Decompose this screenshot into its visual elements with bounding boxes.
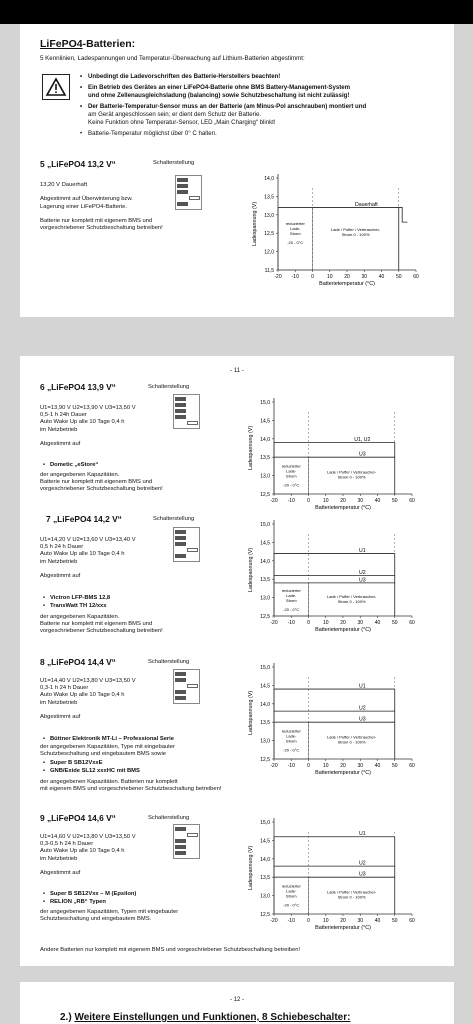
annotation: -20 - 0°C bbox=[283, 902, 300, 908]
x-tick-label: 10 bbox=[322, 498, 329, 504]
series-label: U1 bbox=[359, 547, 366, 554]
series-label: U2 bbox=[359, 570, 366, 577]
annotation: Lade / Puffer / Verbraucher- bbox=[326, 594, 377, 600]
annotation: Lade- bbox=[290, 225, 301, 231]
x-tick-label: 0 bbox=[307, 620, 310, 626]
series-label: U3 bbox=[359, 871, 366, 878]
y-axis-label: Ladespannung (V) bbox=[248, 425, 254, 471]
warning-icon bbox=[43, 75, 69, 99]
y-axis-label: Ladespannung (V) bbox=[248, 845, 254, 891]
y-tick-label: 13,0 bbox=[260, 738, 270, 745]
y-tick-label: 12,5 bbox=[264, 231, 274, 238]
annotation: -20 - 0°C bbox=[283, 747, 300, 753]
y-axis-label: Ladespannung (V) bbox=[248, 690, 254, 736]
y-tick-label: 12,5 bbox=[260, 614, 270, 620]
mode-text-5: 13,20 V Dauerhaft Abgestimmt auf Überwinterung bzw. Lagerung einer LiFePO4-Batterie. Batterie nur komplett mit eigenem BMS und vorgeschriebener Schutzbeschaltung betreiben! bbox=[40, 182, 163, 232]
intro-text: 5 Kennlinien, Ladespannungen und Temperatur-Überwachung auf Lithium-Batterien abgestimmt: bbox=[40, 55, 305, 62]
chart-s7 bbox=[216, 516, 416, 636]
y-tick-label: 14,0 bbox=[260, 558, 270, 565]
switch-diagram bbox=[175, 175, 202, 210]
mode-text-8: U1=14,40 V U2=13,80 V U3=13,50 V 0,3-1 h 24 h Dauer Auto Wake Up alle 10 Tage 0,4 h im Netzbetrieb Abgestimmt auf bbox=[40, 678, 136, 721]
section-title: LiFePO4-Batterien: bbox=[40, 38, 136, 50]
x-tick-label: 60 bbox=[409, 620, 415, 626]
switch-diagram bbox=[173, 527, 200, 562]
x-tick-label: 60 bbox=[413, 274, 419, 280]
x-axis-label: Batterietemperatur (°C) bbox=[315, 505, 371, 511]
x-tick-label: 50 bbox=[391, 620, 398, 626]
y-tick-label: 12,0 bbox=[264, 249, 274, 256]
x-tick-label: -20 bbox=[270, 763, 278, 769]
x-tick-label: 50 bbox=[391, 763, 398, 769]
switch-label: Schalterstellung bbox=[148, 659, 190, 665]
annotation: Strom 0 - 100% bbox=[337, 894, 366, 900]
series-label: Dauerhaft bbox=[354, 201, 378, 208]
y-tick-label: 12,5 bbox=[260, 492, 270, 498]
y-tick-label: 14,0 bbox=[260, 436, 270, 443]
reduced-current-box bbox=[278, 207, 313, 270]
series-label: U2 bbox=[359, 860, 366, 867]
y-tick-label: 15,0 bbox=[260, 522, 270, 528]
annotation: Strom bbox=[285, 598, 297, 604]
switch-diagram bbox=[173, 824, 200, 859]
x-tick-label: 30 bbox=[357, 918, 364, 924]
x-tick-label: 50 bbox=[391, 498, 398, 504]
y-tick-label: 14,0 bbox=[260, 701, 270, 708]
series-label: U3 bbox=[359, 577, 366, 584]
switch-label: Schalterstellung bbox=[148, 815, 190, 821]
annotation: Strom 0 - 100% bbox=[341, 231, 370, 237]
bullet-item: • TransWatt TH 12/xxx bbox=[50, 603, 107, 610]
y-tick-label: 15,0 bbox=[260, 820, 270, 826]
section-title: 2.) Weitere Einstellungen und Funktionen, 8 Schiebeschalter: bbox=[60, 1012, 351, 1023]
document-page-1 bbox=[20, 24, 454, 317]
x-tick-label: -10 bbox=[287, 498, 295, 504]
x-tick-label: -10 bbox=[287, 918, 295, 924]
series-label: U1, U2 bbox=[354, 436, 371, 443]
annotation: reduzierter bbox=[281, 728, 301, 734]
annotation: Lade / Puffer / Verbraucher- bbox=[326, 734, 377, 740]
x-tick-label: 10 bbox=[322, 763, 329, 769]
annotation: Lade / Puffer / Verbraucher- bbox=[326, 889, 377, 895]
annotation: Strom bbox=[285, 893, 297, 899]
annotation: reduzierter bbox=[281, 883, 301, 889]
warning-item: und ohne Zellenausgleichsladung (balancing) sowie Schutzbeschaltung ist nicht zulässig! bbox=[88, 92, 350, 99]
annotation: Lade / Puffer / Verbraucher- bbox=[326, 469, 377, 475]
warning-item: • Ein Betrieb des Gerätes an einer LiFePO4-Batterie ohne BMS Battery-Management-System bbox=[88, 84, 350, 92]
mode-title-9: 9 „LiFePO4 14,6 V“ bbox=[40, 813, 116, 823]
chart-s6 bbox=[216, 394, 416, 514]
y-tick-label: 14,5 bbox=[260, 418, 270, 425]
mode-title-7: 7 „LiFePO4 14,2 V“ bbox=[46, 514, 122, 524]
y-axis-label: Ladespannung (V) bbox=[248, 547, 254, 593]
x-axis-label: Batterietemperatur (°C) bbox=[315, 770, 371, 776]
mode-text-9: U1=14,60 V U2=13,80 V U3=13,50 V 0,3-0,5 h 24 h Dauer Auto Wake Up alle 10 Tage 0,4 h im Netzbetrieb Abgestimmt auf bbox=[40, 834, 136, 877]
y-tick-label: 15,0 bbox=[260, 665, 270, 671]
x-tick-label: 40 bbox=[374, 918, 381, 924]
x-tick-label: 10 bbox=[326, 274, 333, 280]
x-tick-label: -10 bbox=[287, 763, 295, 769]
x-tick-label: -20 bbox=[270, 918, 278, 924]
y-tick-label: 13,5 bbox=[260, 455, 270, 462]
mode-title-8: 8 „LiFePO4 14,4 V“ bbox=[40, 657, 116, 667]
series-label: U2 bbox=[359, 705, 366, 712]
y-axis-label: Ladespannung (V) bbox=[252, 201, 258, 247]
mode-text-7: U1=14,20 V U2=13,60 V U3=13,40 V 0,5 h 24 h Dauer Auto Wake Up alle 10 Tage 0,4 h im Netzbetrieb Abgestimmt auf bbox=[40, 537, 136, 580]
x-tick-label: 60 bbox=[409, 498, 415, 504]
switch-diagram bbox=[173, 669, 200, 704]
chart-s5 bbox=[220, 170, 420, 290]
annotation: Lade- bbox=[286, 888, 297, 894]
mode-text-6: U1=13,90 V U2=13,90 V U3=13,50 V 0,5-1 h 24h Dauer Auto Wake Up alle 10 Tage 0,4 h im Netzbetrieb Abgestimmt auf bbox=[40, 405, 136, 448]
x-tick-label: 20 bbox=[340, 498, 346, 504]
x-tick-label: 40 bbox=[374, 620, 381, 626]
annotation: Strom 0 - 100% bbox=[337, 739, 366, 745]
mode-text-7b: der angegebenen Kapazitäten. Batterie nur komplett mit eigenem BMS und vorgeschriebener Schutzbeschaltung betreiben! bbox=[40, 614, 163, 635]
x-tick-label: 30 bbox=[357, 620, 364, 626]
x-tick-label: 40 bbox=[378, 274, 385, 280]
y-tick-label: 13,5 bbox=[260, 720, 270, 727]
x-tick-label: 0 bbox=[307, 498, 310, 504]
x-axis-label: Batterietemperatur (°C) bbox=[319, 281, 375, 287]
x-tick-label: 50 bbox=[395, 274, 402, 280]
mode-text-8b: der angegebenen Kapazitäten, Type mit eingebauter Schutzbeschaltung und eingebautem BMS sowie bbox=[40, 744, 175, 758]
annotation: Strom bbox=[285, 473, 297, 479]
x-tick-label: 30 bbox=[357, 763, 364, 769]
annotation: Lade / Puffer / Verbraucher- bbox=[330, 226, 381, 232]
warning-box bbox=[42, 74, 70, 100]
x-axis-label: Batterietemperatur (°C) bbox=[315, 627, 371, 633]
y-tick-label: 12,5 bbox=[260, 912, 270, 918]
x-tick-label: 50 bbox=[391, 918, 398, 924]
annotation: Strom 0 - 100% bbox=[337, 599, 366, 605]
mode-text-6b: der angegebenen Kapazitäten. Batterie nur komplett mit eigenem BMS und vorgeschriebener Schutzbeschaltung betreiben! bbox=[40, 472, 163, 493]
x-tick-label: -20 bbox=[270, 498, 278, 504]
series-label: U3 bbox=[359, 716, 366, 723]
document-page-3 bbox=[20, 982, 454, 1024]
page-number: - 11 - bbox=[230, 368, 244, 374]
annotation: reduzierter bbox=[281, 588, 301, 594]
chart-s8 bbox=[216, 659, 416, 779]
y-tick-label: 11,5 bbox=[264, 268, 274, 274]
switch-label: Schalterstellung bbox=[148, 384, 190, 390]
series-label: U1 bbox=[359, 683, 366, 690]
bullet-item: • Victron LFP-BMS 12,8 bbox=[50, 595, 110, 602]
annotation: reduzierter bbox=[285, 220, 305, 226]
y-tick-label: 14,0 bbox=[260, 856, 270, 863]
y-tick-label: 15,0 bbox=[260, 400, 270, 406]
x-tick-label: -10 bbox=[287, 620, 295, 626]
x-axis-label: Batterietemperatur (°C) bbox=[315, 925, 371, 931]
x-tick-label: 20 bbox=[340, 620, 346, 626]
bullet-item: • Super B SB12VxxE bbox=[50, 760, 103, 767]
annotation: reduzierter bbox=[281, 463, 301, 469]
document-page-2 bbox=[20, 356, 454, 966]
x-tick-label: -20 bbox=[270, 620, 278, 626]
bullet-item: • Dometic „eStore“ bbox=[50, 462, 98, 469]
x-tick-label: -20 bbox=[274, 274, 282, 280]
footer-note: Andere Batterien nur komplett mit eigenem BMS und vorgeschriebener Schutzbeschaltung betreiben! bbox=[40, 947, 301, 953]
warning-item: • Der Batterie-Temperatur-Sensor muss an der Batterie (am Minus-Pol anschrauben) montiert und bbox=[88, 103, 366, 111]
annotation: Lade- bbox=[286, 593, 297, 599]
x-tick-label: 10 bbox=[322, 918, 329, 924]
bullet-item: • Super B SB12Vxx – M (Epsilon) bbox=[50, 891, 136, 898]
y-tick-label: 12,5 bbox=[260, 757, 270, 763]
top-bar bbox=[0, 0, 473, 24]
x-tick-label: 40 bbox=[374, 498, 381, 504]
x-tick-label: 60 bbox=[409, 918, 415, 924]
y-tick-label: 13,5 bbox=[260, 577, 270, 584]
x-tick-label: 0 bbox=[307, 918, 310, 924]
series-label: U3 bbox=[359, 451, 366, 458]
mode-title-5: 5 „LiFePO4 13,2 V“ bbox=[40, 159, 116, 169]
switch-label: Schalterstellung bbox=[153, 516, 195, 522]
x-tick-label: 30 bbox=[357, 498, 364, 504]
annotation: -20 - 0°C bbox=[283, 482, 300, 488]
annotation: -20 - 0°C bbox=[283, 607, 300, 613]
y-tick-label: 14,5 bbox=[260, 540, 270, 547]
annotation: Strom 0 - 100% bbox=[337, 474, 366, 480]
bullet-item: • GNB/Exide SL12 xxxHC mit BMS bbox=[50, 768, 140, 775]
x-tick-label: -10 bbox=[291, 274, 299, 280]
annotation: Strom bbox=[285, 738, 297, 744]
y-tick-label: 13,0 bbox=[264, 212, 274, 219]
switch-label: Schalterstellung bbox=[153, 160, 195, 166]
x-tick-label: 40 bbox=[374, 763, 381, 769]
x-tick-label: 60 bbox=[409, 763, 415, 769]
x-tick-label: 0 bbox=[311, 274, 314, 280]
warning-item: am Gerät angeschlossen sein; er dient dem Schutz der Batterie. bbox=[88, 111, 262, 118]
y-tick-label: 13,5 bbox=[260, 875, 270, 882]
y-tick-label: 13,0 bbox=[260, 893, 270, 900]
y-tick-label: 13,0 bbox=[260, 595, 270, 602]
page-number: - 12 - bbox=[229, 997, 244, 1003]
warning-item: Keine Funktion ohne Temperatur-Sensor, LED „Main Charging“ blinkt! bbox=[88, 119, 276, 126]
y-tick-label: 14,5 bbox=[260, 838, 270, 845]
x-tick-label: 30 bbox=[361, 274, 368, 280]
warning-item: • Batterie-Temperatur möglichst über 0° C halten. bbox=[88, 130, 217, 138]
bullet-item: • RELION „RB“ Typen bbox=[50, 899, 106, 906]
mode-title-6: 6 „LiFePO4 13,9 V“ bbox=[40, 382, 116, 392]
chart-s9 bbox=[216, 814, 416, 934]
warning-item: • Unbedingt die Ladevorschriften des Batterie-Herstellers beachten! bbox=[88, 73, 280, 81]
switch-diagram bbox=[173, 394, 200, 429]
y-tick-label: 13,0 bbox=[260, 473, 270, 480]
x-tick-label: 10 bbox=[322, 620, 329, 626]
x-tick-label: 20 bbox=[340, 763, 346, 769]
annotation: Lade- bbox=[286, 468, 297, 474]
mode-text-9b: der angegebenen Kapazitäten, Typen mit eingebauter Schutzbeschaltung und eingebautem BMS. bbox=[40, 909, 179, 923]
series-label: U1 bbox=[359, 831, 366, 838]
series-line bbox=[278, 207, 407, 222]
annotation: -20 - 0°C bbox=[287, 239, 304, 245]
x-tick-label: 20 bbox=[340, 918, 346, 924]
annotation: Lade- bbox=[286, 733, 297, 739]
y-tick-label: 13,5 bbox=[264, 194, 274, 201]
x-tick-label: 0 bbox=[307, 763, 310, 769]
bullet-item: • Büttner Elektronik MT-Li – Professional Serie bbox=[50, 736, 174, 743]
x-tick-label: 20 bbox=[344, 274, 350, 280]
mode-text-8c: der angegebenen Kapazitäten. Batterien nur komplett mit eigenem BMS und vorgeschriebener Schutzbeschaltung betreiben! bbox=[40, 779, 222, 793]
annotation: Strom bbox=[289, 230, 301, 236]
y-tick-label: 14,5 bbox=[260, 683, 270, 690]
y-tick-label: 14,0 bbox=[264, 176, 274, 182]
